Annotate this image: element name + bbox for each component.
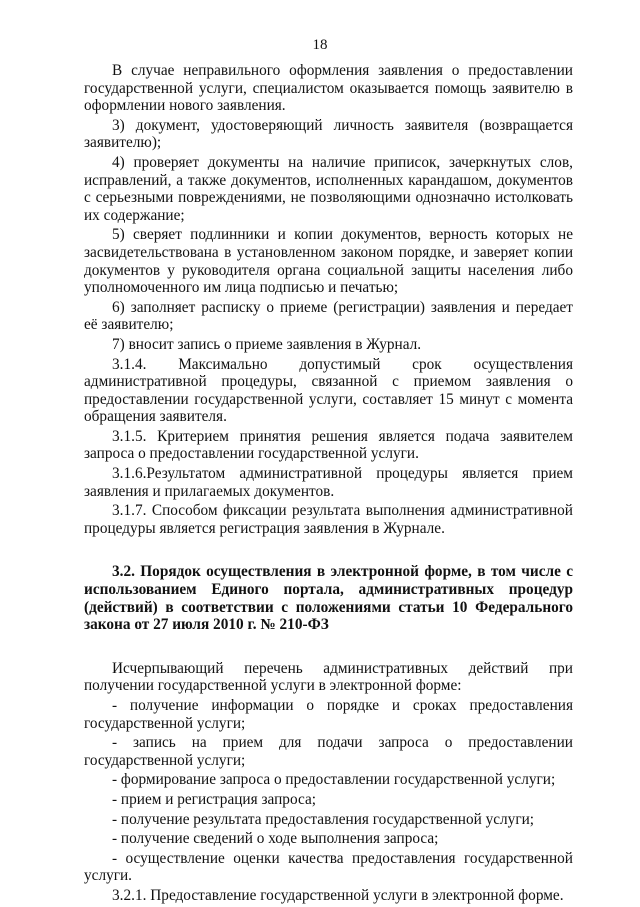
paragraph-3-1-7: 3.1.7. Способом фиксации результата выполнения административной процедуры является регистрация заявления в Журнале. [84,502,573,537]
paragraph-item-4: 4) проверяет документы на наличие приписок, зачеркнутых слов, исправлений, а также документов, исполненных карандашом, документов с серьезными повреждениями, не позволяющими однозначно истолковать их содержание; [84,153,573,224]
page-number: 18 [312,37,328,53]
document-body [84,62,573,907]
section-heading-3-2: 3.2. Порядок осуществления в электронной форме, в том числе с использованием Единого портала, административных процедур (действий) в соответствии с положениями статьи 10 Федерального закона от 27 июля 2010 г. № 210-ФЗ [84,563,573,634]
paragraph-action-list-intro: Исчерпывающий перечень административных действий при получении государственной услуги в электронной форме: [84,659,573,695]
paragraph-item-7: 7) вносит запись о приеме заявления в Журнал. [112,335,422,353]
paragraph-item-3: 3) документ, удостоверяющий личность заявителя (возвращается заявителю); [84,116,573,152]
list-item-result: - получение результата предоставления государственной услуги; [112,810,535,828]
list-item-request-registration: - прием и регистрация запроса; [112,790,316,808]
list-item-quality-evaluation: - осуществление оценки качества предоставления государственной услуги. [84,849,573,885]
paragraph-3-1-6: 3.1.6.Результатом административной процедуры является прием заявления и прилагаемых документов. [84,465,573,500]
paragraph-item-5: 5) сверяет подлинники и копии документов, верность которых не засвидетельствована в установленном законом порядке, и заверяет копии документов у руководителя органа социальной защиты населения либо уполномоченного им лица подписью и печатью; [84,226,573,297]
paragraph-3-2-1: 3.2.1. Предоставление государственной услуги в электронной форме. [112,886,564,904]
list-item-request-forming: - формирование запроса о предоставлении государственной услуги; [112,771,556,789]
paragraph-3-1-4: 3.1.4. Максимально допустимый срок осуществления административной процедуры, связанной с приемом заявления о предоставлении государственной услуги, составляет 15 минут с момента обращения заявителя. [84,355,573,426]
list-item-status: - получение сведений о ходе выполнения запроса; [112,830,439,848]
paragraph-correction-help: В случае неправильного оформления заявления о предоставлении государственной услуги, специалистом оказывается помощь заявителю в оформлении нового заявления. [84,62,573,115]
paragraph-3-1-5: 3.1.5. Критерием принятия решения является подача заявителем запроса о предоставлении государственной услуги. [84,427,573,463]
list-item-info: - получение информации о порядке и сроках предоставления государственной услуги; [84,697,573,732]
paragraph-item-6: 6) заполняет расписку о приеме (регистрации) заявления и передает её заявителю; [84,298,573,334]
list-item-appointment: - запись на прием для подачи запроса о предоставлении государственной услуги; [84,734,573,769]
